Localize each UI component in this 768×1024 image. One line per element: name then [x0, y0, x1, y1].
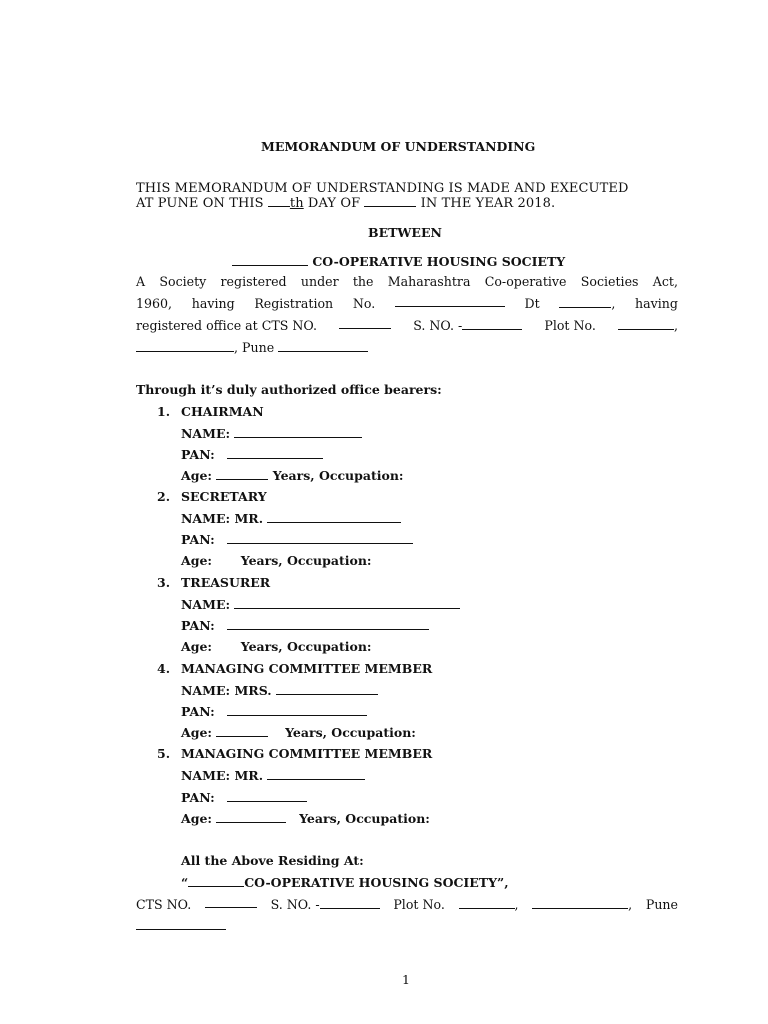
bearer-5-name-line — [181, 768, 365, 783]
bearer-4-name-blank — [276, 684, 378, 695]
intro-year: IN THE YEAR 2018. — [416, 196, 556, 211]
cts-blank — [339, 318, 391, 329]
age-label: Age: — [181, 468, 213, 483]
month-blank — [364, 196, 416, 207]
residing-society — [181, 875, 509, 890]
desc-comma-2: , — [673, 318, 678, 333]
bearer-1-number: 1. — [157, 404, 171, 419]
page-number: 1 — [402, 972, 410, 987]
desc-sno: S. NO. - — [413, 318, 463, 333]
bearer-4-age-blank — [216, 726, 268, 737]
bearer-5-pan-line — [181, 790, 307, 805]
bearer-4-role — [157, 661, 432, 676]
desc-having: having — [191, 296, 235, 311]
address-pune: Pune — [645, 897, 678, 912]
residing-society-text: CO-OPERATIVE HOUSING SOCIETY”, — [244, 875, 509, 890]
document-title: MEMORANDUM OF UNDERSTANDING — [261, 139, 536, 154]
desc-word: Act, — [652, 274, 678, 289]
age-suffix: Years, Occupation: — [240, 553, 372, 568]
age-label: Age: — [181, 639, 213, 654]
bearer-3-name-blank — [234, 598, 460, 609]
name-label: NAME: — [181, 511, 231, 526]
bearer-3-role — [157, 575, 270, 590]
society-desc-line-1 — [136, 274, 678, 289]
bearer-1-role-text: CHAIRMAN — [181, 404, 264, 419]
pan-label: PAN: — [181, 447, 215, 462]
pan-label: PAN: — [181, 790, 215, 805]
desc-registration: Registration — [254, 296, 334, 311]
bearer-4-name-line — [181, 683, 378, 698]
address-comma-2: , — [628, 897, 633, 912]
bearer-5-number: 5. — [157, 746, 171, 761]
address-sno-blank — [320, 898, 380, 909]
desc-word: the — [352, 274, 374, 289]
pan-label: PAN: — [181, 704, 215, 719]
pan-label: PAN: — [181, 532, 215, 547]
bearer-4-role-text: MANAGING COMMITTEE MEMBER — [181, 661, 433, 676]
desc-word: Maharashtra — [387, 274, 471, 289]
intro-at-pune: AT PUNE ON THIS — [136, 196, 268, 211]
residing-society-blank — [188, 876, 244, 887]
intro-line-1: THIS MEMORANDUM OF UNDERSTANDING IS MADE AND EXECUTED — [136, 181, 629, 196]
registration-date-blank — [559, 297, 611, 308]
society-heading-text: CO-OPERATIVE HOUSING SOCIETY — [312, 254, 566, 269]
sno-blank — [462, 319, 522, 330]
bearer-3-role-text: TREASURER — [181, 575, 271, 590]
age-label: Age: — [181, 811, 213, 826]
desc-year: 1960, — [136, 296, 173, 311]
bearer-1-age-line — [181, 468, 404, 483]
desc-pune: , Pune — [234, 340, 275, 355]
address-plot: Plot No. — [393, 897, 445, 912]
age-suffix: Years, Occupation: — [299, 811, 430, 826]
address-cts: CTS NO. — [136, 897, 192, 912]
name-label: NAME: — [181, 768, 231, 783]
desc-word: registered — [220, 274, 287, 289]
bearer-5-role-text: MANAGING COMMITTEE MEMBER — [181, 746, 433, 761]
residing-heading: All the Above Residing At: — [181, 853, 364, 868]
address-line — [136, 897, 678, 912]
bearer-3-pan-blank — [227, 619, 429, 630]
plot-blank — [618, 319, 674, 330]
bearer-1-role — [157, 404, 264, 419]
open-quote: “ — [181, 875, 189, 890]
desc-having-2: having — [635, 296, 678, 311]
registration-number-blank — [395, 296, 505, 307]
address-trailing-blank — [136, 919, 226, 930]
bearer-5-name-blank — [267, 769, 365, 780]
desc-plot: Plot No. — [544, 318, 596, 333]
bearer-5-pan-blank — [227, 791, 307, 802]
society-desc-line-3 — [136, 318, 678, 333]
desc-office-cts: registered office at CTS NO. — [136, 318, 317, 333]
bearer-4-pan-blank — [227, 705, 367, 716]
bearer-2-role-text: SECRETARY — [181, 489, 267, 504]
desc-word: A — [136, 274, 146, 289]
bearer-1-pan-blank — [227, 448, 323, 459]
bearer-1-age-blank — [216, 469, 268, 480]
address-sno: S. NO. - — [270, 897, 320, 912]
bearer-5-age-blank — [216, 812, 286, 823]
bearer-2-name-line — [181, 511, 401, 526]
through-heading: Through it’s duly authorized office bearers: — [136, 382, 442, 397]
name-prefix: MRS. — [234, 683, 272, 698]
address-comma-1: , — [514, 897, 519, 912]
bearer-2-pan-blank — [227, 533, 413, 544]
name-label: NAME: — [181, 683, 231, 698]
society-desc-line-4 — [136, 340, 368, 355]
desc-word: under — [300, 274, 339, 289]
address-cts-blank — [205, 897, 257, 908]
intro-day-of: DAY OF — [303, 196, 365, 211]
name-label: NAME: — [181, 426, 231, 441]
society-name-blank — [232, 255, 308, 266]
bearer-4-age-line — [181, 725, 416, 740]
desc-no: No. — [352, 296, 376, 311]
bearer-5-age-line — [181, 811, 430, 826]
bearer-2-pan-line — [181, 532, 413, 547]
bearer-2-role — [157, 489, 267, 504]
society-desc-line-2 — [136, 296, 678, 311]
bearer-5-role — [157, 746, 432, 761]
desc-word: Society — [159, 274, 207, 289]
bearer-2-name-blank — [267, 512, 401, 523]
bearer-2-number: 2. — [157, 489, 171, 504]
desc-word: Societies — [580, 274, 639, 289]
bearer-3-age-line — [181, 639, 372, 654]
between-heading: BETWEEN — [368, 225, 442, 240]
bearer-3-name-line — [181, 597, 460, 612]
age-label: Age: — [181, 725, 213, 740]
desc-comma: , — [611, 296, 616, 311]
desc-dt: Dt — [524, 296, 540, 311]
age-suffix: Years, Occupation: — [272, 468, 404, 483]
bearer-4-number: 4. — [157, 661, 171, 676]
intro-line-2 — [136, 196, 555, 211]
name-prefix: MR. — [234, 511, 264, 526]
day-blank — [268, 196, 290, 207]
address-plot-blank — [459, 898, 515, 909]
address-area-blank — [532, 898, 628, 909]
area-blank — [136, 341, 234, 352]
society-heading — [232, 254, 565, 269]
age-suffix: Years, Occupation: — [285, 725, 416, 740]
name-prefix: MR. — [234, 768, 264, 783]
bearer-3-pan-line — [181, 618, 429, 633]
bearer-3-number: 3. — [157, 575, 171, 590]
bearer-2-age-line — [181, 553, 372, 568]
pan-label: PAN: — [181, 618, 215, 633]
age-label: Age: — [181, 553, 213, 568]
bearer-1-name-line — [181, 426, 362, 441]
intro-th: th — [289, 196, 304, 211]
desc-word: Co-operative — [484, 274, 567, 289]
address-line-2 — [136, 918, 226, 933]
bearer-4-pan-line — [181, 704, 367, 719]
name-label: NAME: — [181, 597, 231, 612]
age-suffix: Years, Occupation: — [240, 639, 372, 654]
bearer-1-pan-line — [181, 447, 323, 462]
pune-blank — [278, 341, 368, 352]
bearer-1-name-blank — [234, 427, 362, 438]
